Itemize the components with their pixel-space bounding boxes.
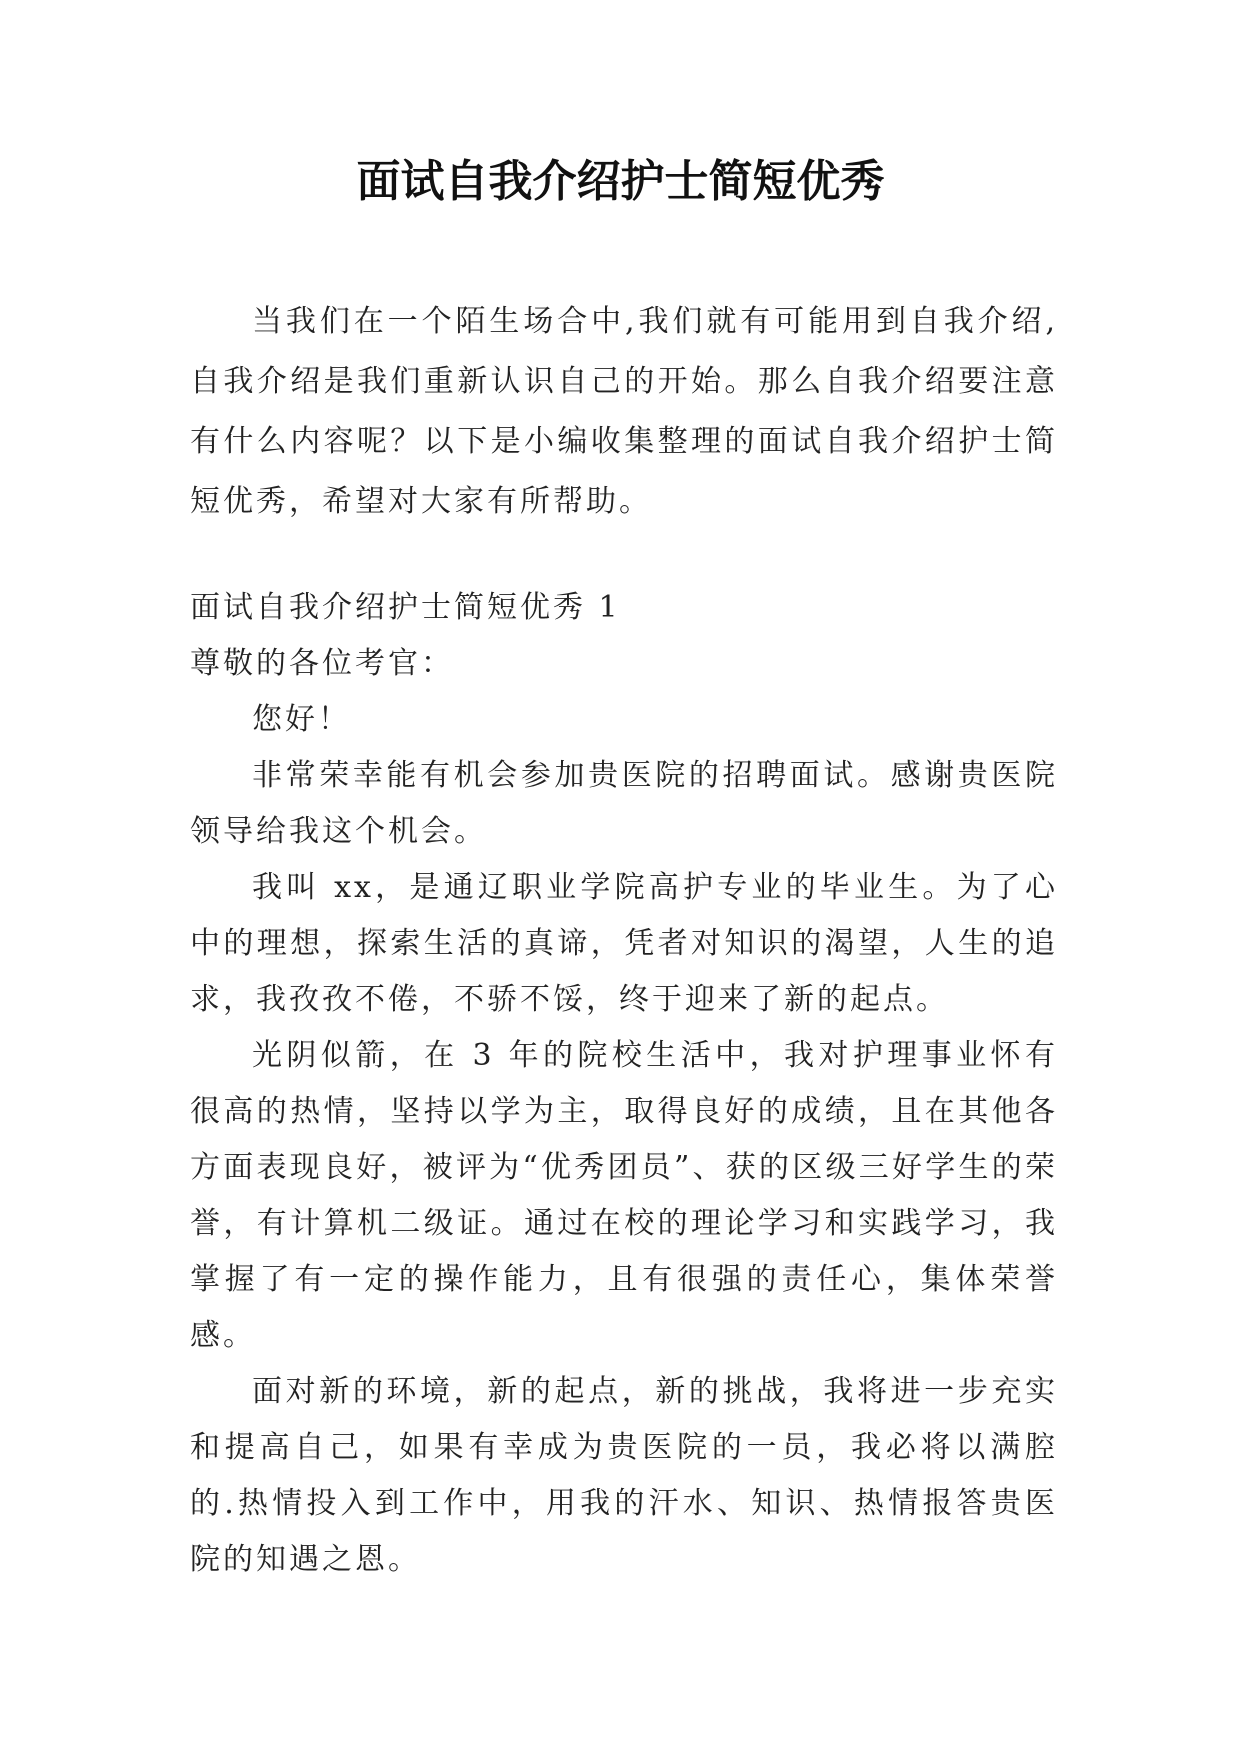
- intro-paragraph: 当我们在一个陌生场合中,我们就有可能用到自我介绍,自我介绍是我们重新认识自己的开始。那么自我介绍要注意有什么内容呢？以下是小编收集整理的面试自我介绍护士简短优秀，希望对大家有所帮助。: [190, 304, 1058, 519]
- salutation: 尊敬的各位考官：: [190, 646, 454, 681]
- body-paragraph: 面对新的环境，新的起点，新的挑战，我将进一步充实和提高自己，如果有幸成为贵医院的一员，我必将以满腔的.热情投入到工作中，用我的汗水、知识、热情报答贵医院的知遇之恩。: [190, 1374, 1058, 1577]
- document-title: 面试自我介绍护士简短优秀: [356, 156, 885, 207]
- greeting: 您好！: [252, 702, 351, 737]
- intro-section: [190, 292, 1058, 532]
- body-paragraph: 我叫 xx，是通辽职业学院高护专业的毕业生。为了心中的理想，探索生活的真谛，凭者对知识的渴望，人生的追求，我孜孜不倦，不骄不馁，终于迎来了新的起点。: [190, 870, 1058, 1017]
- body-paragraph: 非常荣幸能有机会参加贵医院的招聘面试。感谢贵医院领导给我这个机会。: [190, 758, 1058, 849]
- section-heading: 面试自我介绍护士简短优秀 1: [190, 590, 621, 625]
- body-paragraph: 光阴似箭，在 3 年的院校生活中，我对护理事业怀有很高的热情，坚持以学为主，取得良好的成绩，且在其他各方面表现良好，被评为“优秀团员”、获的区级三好学生的荣誉，有计算机二级证。通过在校的理论学习和实践学习，我掌握了有一定的操作能力，且有很强的责任心，集体荣誉感。: [190, 1038, 1058, 1353]
- main-section: [190, 580, 1058, 1588]
